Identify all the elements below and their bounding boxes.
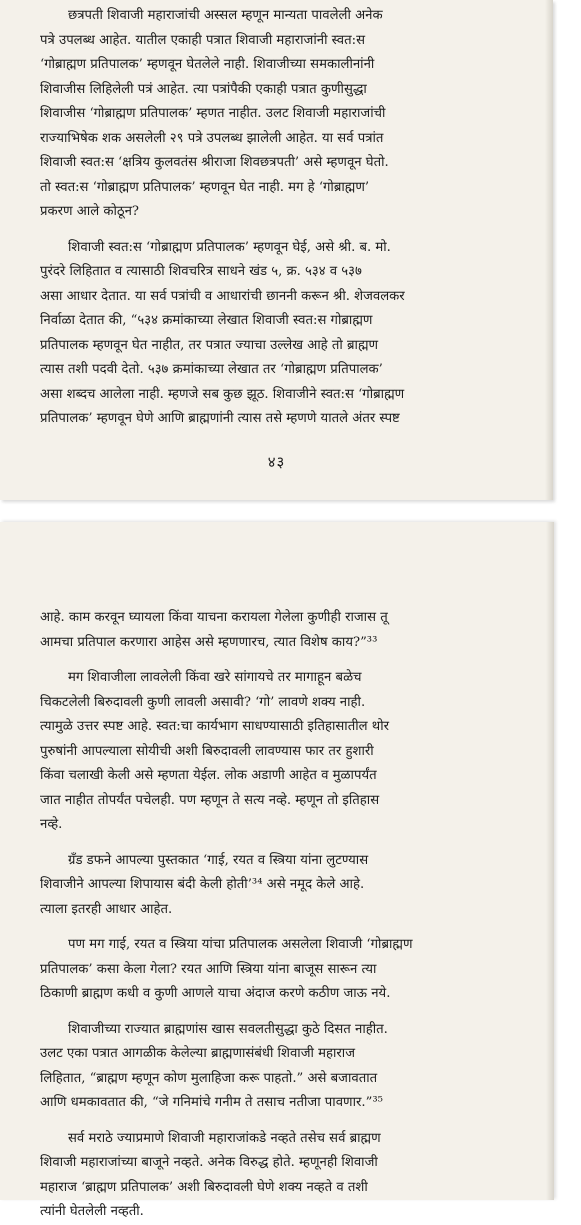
- paragraph: [40, 849, 516, 923]
- text-line: ठिकाणी ब्राह्मण कधी व कुणी आणले याचा अंदाज करणे कठीण जाऊ नये.: [40, 986, 391, 1001]
- text-line: त्यामुळे उत्तर स्पष्ट आहे. स्वत:चा कार्यभाग साधण्यासाठी इतिहासातील थोर: [40, 719, 390, 734]
- text-line: ग्रँड डफने आपल्या पुस्तकात ‘गाई, रयत व स्त्रिया यांना लुटण्यास: [68, 852, 369, 868]
- text-line: पुरुषांनी आपल्याला सोयीची अशी बिरुदावली लावण्यास फार तर हुशारी: [40, 743, 374, 759]
- text-line: प्रकरण आले कोठून?: [40, 204, 139, 219]
- text-line: पण मग गाई, रयत व स्त्रिया यांचा प्रतिपालक असलेला शिवाजी ‘गोब्राह्मण: [68, 937, 413, 952]
- paragraph: [40, 236, 516, 432]
- text-line: शिवाजी स्वत:स ‘गोब्राह्मण प्रतिपालक’ म्हणवून घेई, असे श्री. ब. मो.: [68, 239, 391, 255]
- paragraph: [40, 933, 516, 1007]
- text-line: ‘गोब्राह्मण प्रतिपालक’ म्हणवून घेतलेले नाही. शिवाजीच्या समकालीनांनी: [40, 57, 375, 72]
- paragraph: [40, 1127, 516, 1225]
- text-line: शिवाजी स्वत:स ‘क्षत्रिय कुलवतंस श्रीराजा शिवछत्रपती’ असे म्हणवून घेतो.: [40, 155, 389, 170]
- text-line: असा आधार देतात. या सर्व पत्रांची व आधारांची छाननी करून श्री. शेजवलकर: [40, 288, 405, 304]
- text-line: पुरंदरे लिहितात व त्यासाठी शिवचरित्र साधने खंड ५, क्र. ५३४ व ५३७: [40, 264, 362, 279]
- text-line: निर्वाळा देतात की, “५३४ क्रमांकाच्या लेखात शिवाजी स्वत:स गोब्राह्मण: [40, 313, 373, 328]
- text-line: प्रतिपालक’ कसा केला गेला? रयत आणि स्त्रिया यांना बाजूस सारून त्या: [40, 961, 377, 977]
- text-line: पत्रे उपलब्ध आहेत. यातील एकाही पत्रात शिवाजी महाराजांनी स्वत:स: [40, 32, 366, 48]
- text-line: शिवाजीच्या राज्यात ब्राह्मणांस खास सवलतीसुद्धा कुठे दिसत नाहीत.: [68, 1021, 388, 1037]
- text-line: छत्रपती शिवाजी महाराजांची अस्सल म्हणून मान्यता पावलेली अनेक: [68, 8, 383, 23]
- text-line: नव्हे.: [40, 817, 63, 832]
- text-line: तो स्वत:स ‘गोब्राह्मण प्रतिपालक’ म्हणवून घेत नाही. मग हे ‘गोब्राह्मण’: [40, 179, 370, 195]
- text-line: किंवा चलाखी केली असे म्हणता येईल. लोक अडाणी आहेत व मुळापर्यंत: [40, 768, 377, 783]
- page-top-text: [40, 4, 516, 432]
- page-edge-shadow: [546, 522, 554, 1200]
- paragraph: [40, 4, 516, 225]
- text-line: महाराज ‘ब्राह्मण प्रतिपालक’ अशी बिरुदावली घेणे शक्य नव्हते व तशी: [40, 1179, 368, 1195]
- text-line: आणि धमकावतात की, “जे गनिमांचे गनीम ते तसाच नतीजा पावणार.”³⁵: [40, 1095, 383, 1110]
- text-line: शिवाजी महाराजांच्या बाजूने नव्हते. अनेक विरुद्ध होते. म्हणूनही शिवाजी: [40, 1155, 378, 1170]
- paragraph: [40, 666, 516, 838]
- page-top: [0, 0, 553, 500]
- paragraph: [40, 606, 516, 655]
- text-line: त्यास तशी पदवी देतो. ५३७ क्रमांकाच्या लेखात तर ‘गोब्राह्मण प्रतिपालक’: [40, 362, 383, 377]
- text-line: राज्याभिषेक शक असलेली २९ पत्रे उपलब्ध झालेली आहेत. या सर्व पत्रांत: [40, 130, 384, 146]
- text-line: शिवाजीस लिहिलेली पत्रं आहेत. त्या पत्रांपैकी एकाही पत्रात कुणीसुद्धा: [40, 81, 367, 97]
- page-bottom-text: [40, 606, 516, 1225]
- paragraph: [40, 1018, 516, 1116]
- text-line: त्यांनी घेतलेली नव्हती.: [40, 1204, 144, 1219]
- text-line: लिहितात, “ब्राह्मण म्हणून कोण मुलाहिजा करू पाहतो.” असे बजावतात: [40, 1070, 378, 1086]
- text-line: आमचा प्रतिपाल करणारा आहेस असे म्हणणारच, त्यात विशेष काय?”³³: [40, 634, 378, 650]
- page-number: ४३: [267, 453, 286, 471]
- text-line: जात नाहीत तोपर्यंत पचेलही. पण म्हणून ते सत्य नव्हे. म्हणून तो इतिहास: [40, 792, 380, 808]
- text-line: प्रतिपालक’ म्हणवून घेणे आणि ब्राह्मणांनी त्यास तसे म्हणणे यातले अंतर स्पष्ट: [40, 411, 400, 426]
- text-line: त्याला इतरही आधार आहेत.: [40, 901, 173, 917]
- text-line: असा शब्दच आलेला नाही. म्हणजे सब कुछ झूठ. शिवाजीने स्वत:स ‘गोब्राह्मण: [40, 386, 405, 402]
- text-line: सर्व मराठे ज्याप्रमाणे शिवाजी महाराजांकडे नव्हते तसेच सर्व ब्राह्मण: [68, 1130, 381, 1146]
- text-line: शिवाजीस ‘गोब्राह्मण प्रतिपालक’ म्हणत नाहीत. उलट शिवाजी महाराजांची: [40, 106, 386, 121]
- text-line: आहे. काम करवून घ्यायला किंवा याचना करायला गेलेला कुणीही राजास तू: [40, 610, 388, 625]
- page-bottom: [0, 522, 554, 1219]
- text-line: मग शिवाजीला लावलेली किंवा खरे सांगायचे तर मागाहून बळेच: [68, 670, 362, 685]
- text-line: शिवाजीने आपल्या शिपायास बंदी केली होती’³⁴ असे नमूद केले आहे.: [40, 877, 365, 892]
- page-edge-shadow: [545, 0, 553, 500]
- text-line: उलट एका पत्रात आगळीक केलेल्या ब्राह्मणासंबंधी शिवाजी महाराज: [40, 1046, 355, 1061]
- text-line: प्रतिपालक म्हणवून घेत नाहीत, तर पत्रात ज्याचा उल्लेख आहे तो ब्राह्मण: [40, 337, 379, 353]
- text-line: चिकटलेली बिरुदावली कुणी लावली असावी? ‘गो’ लावणे शक्य नाही.: [40, 694, 366, 710]
